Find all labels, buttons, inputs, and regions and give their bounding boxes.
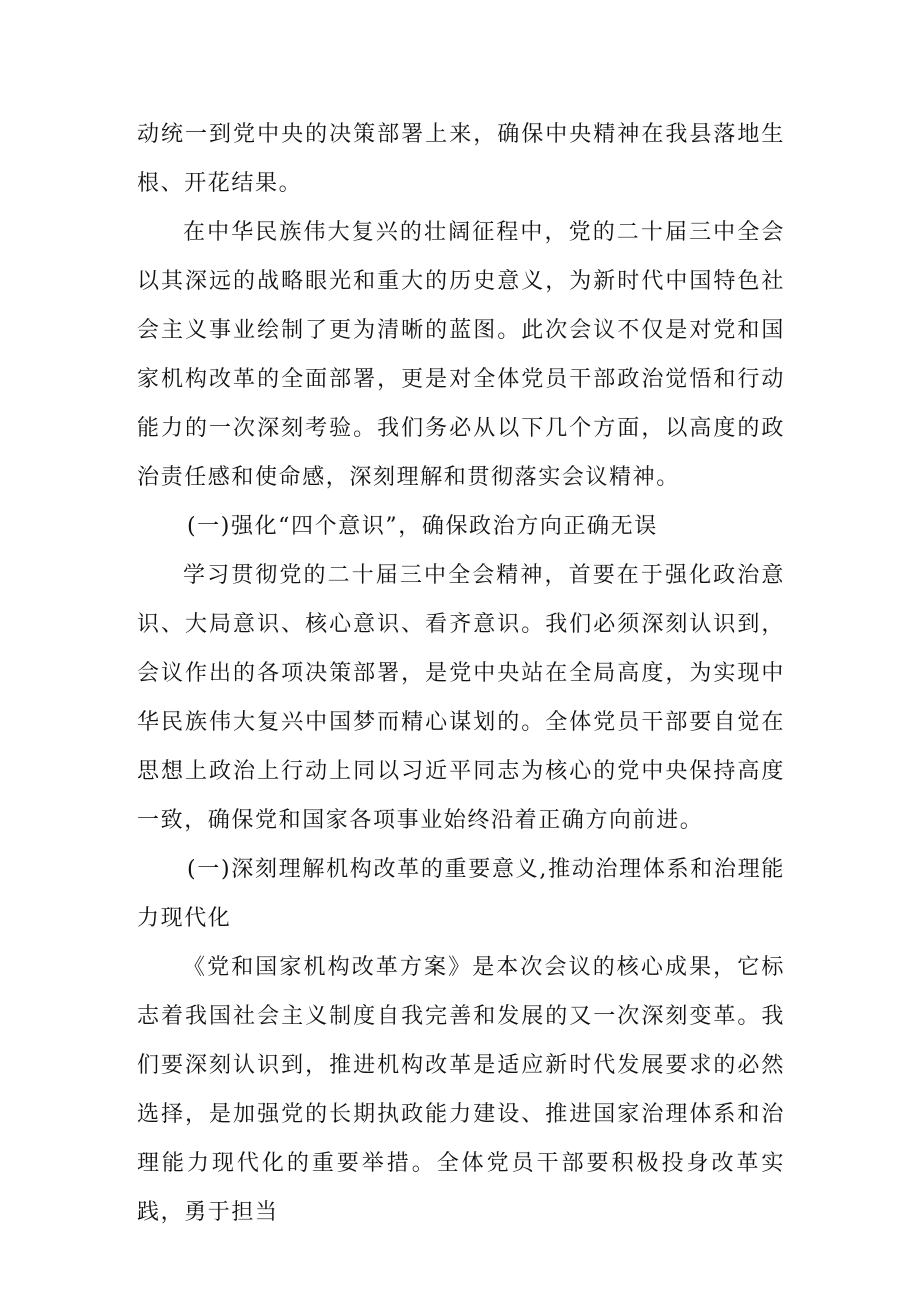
paragraph-four-consciousness: 学习贯彻党的二十届三中全会精神，首要在于强化政治意识、大局意识、核心意识、看齐意识。我们必须深刻认识到，会议作出的各项决策部署，是党中央站在全局高度，为实现中华民族伟大复兴中国梦而精心谋划的。全体党员干部要自觉在思想上政治上行动上同以习近平同志为核心的党中央保持高度一致，确保党和国家各项事业始终沿着正确方向前进。 [137, 563, 785, 833]
document-body [137, 110, 785, 1237]
paragraph-continued: 动统一到党中央的决策部署上来，确保中央精神在我县落地生根、开花结果。 [137, 122, 785, 196]
section-heading-institutional-reform: (一)深刻理解机构改革的重要意义,推动治理体系和治理能力现代化 [137, 857, 785, 931]
section-heading-four-consciousness: (一)强化“四个意识”，确保政治方向正确无误 [187, 514, 658, 539]
paragraph-institutional-reform: 《党和国家机构改革方案》是本次会议的核心成果，它标志着我国社会主义制度自我完善和发展的又一次深刻变革。我们要深刻认识到，推进机构改革是适应新时代发展要求的必然选择，是加强党的长期执政能力建设、推进国家治理体系和治理能力现代化的重要举措。全体党员干部要积极投身改革实践，勇于担当 [137, 955, 785, 1225]
paragraph-intro: 在中华民族伟大复兴的壮阔征程中，党的二十届三中全会以其深远的战略眼光和重大的历史意义，为新时代中国特色社会主义事业绘制了更为清晰的蓝图。此次会议不仅是对党和国家机构改革的全面部署，更是对全体党员干部政治觉悟和行动能力的一次深刻考验。我们务必从以下几个方面，以高度的政治责任感和使命感，深刻理解和贯彻落实会议精神。 [137, 220, 785, 490]
